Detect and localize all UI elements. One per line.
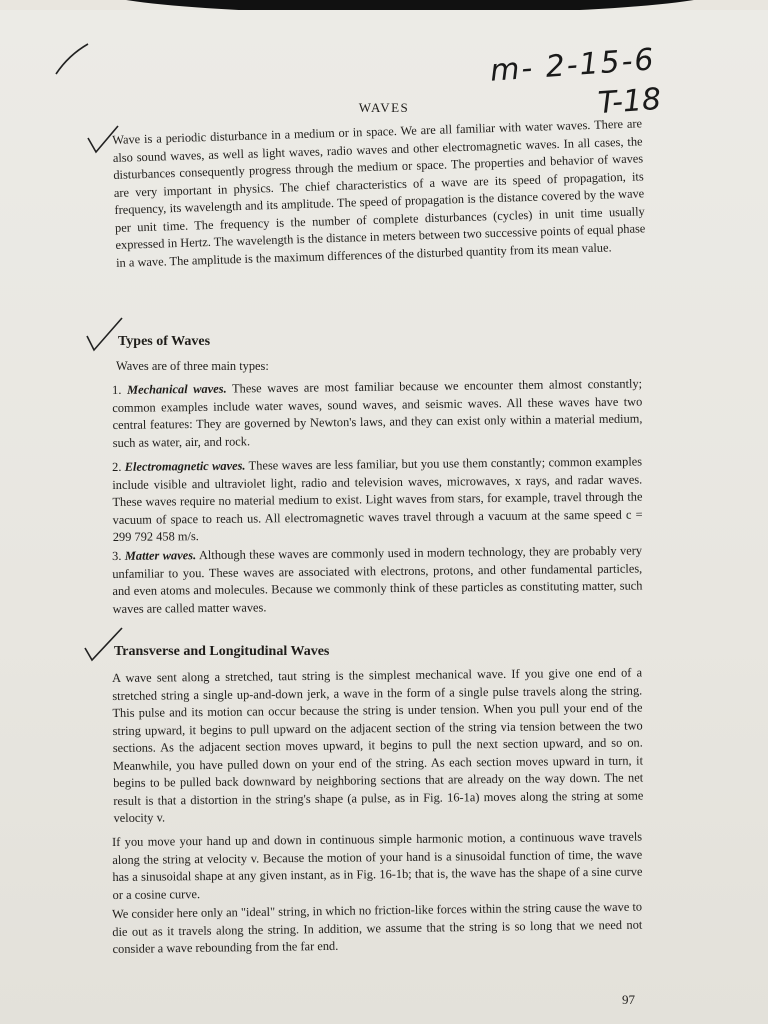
item-term: Mechanical waves.: [126, 381, 227, 397]
page-title: WAVES: [358, 100, 410, 115]
transverse-paragraph-2: If you move your hand up and down in continuous simple harmonic motion, a continuous wave travels along the string at velocity v. Because the motion of your hand is a sinusoidal function of time, the wave has a sinusoidal shape at any given instant, as in Fig. 16-1b; that is, the wave has the shape of a sine curve or a cosine curve.: [112, 829, 643, 902]
item-text: These waves are less familiar, but you use them constantly; common examples include visible and ultraviolet light, radio and television waves, microwaves, x rays, and radar waves. These waves require no material medium to exist. Light waves from stars, for example, travel through the vacuum of space to reach us. All electromagnetic waves travel through a vacuum at the same speed c = 299 792 458 m/s.: [112, 454, 643, 544]
item-term: Electromagnetic waves.: [124, 458, 246, 474]
pen-stroke-icon: [52, 40, 92, 80]
page-number: 97: [622, 992, 635, 1007]
document-page: [0, 10, 768, 1024]
types-subtitle: Waves are of three main types:: [116, 359, 269, 373]
list-item-matter: [112, 542, 643, 618]
transverse-paragraph-1: A wave sent along a stretched, taut string is the simplest mechanical wave. If you give one end of a stretched string a single up-and-down jerk, a wave in the form of a single pulse travels along the string. This pulse and its motion can occur because the string is under tension. When you pull your end of the string upward, it begins to pull upward on the adjacent section of the string via tension between the two sections. As the adjacent section moves upward, it begins to pull the next section upward, and so on. Meanwhile, you have pulled down on your end of the string. As each section moves upward in turn, it begins to be pulled back downward by neighboring sections that are already on the way down. The net result is that a distortion in the string's shape (a pulse, as in Fig. 16-1a) moves along the string at some velocity v.: [112, 665, 644, 825]
handwritten-note-1: m- 2-15-6: [488, 42, 657, 89]
item-number: 3.: [112, 548, 122, 563]
section-heading-transverse: Transverse and Longitudinal Waves: [114, 644, 330, 659]
item-text: These waves are most familiar because we encounter them almost constantly; common examples include water waves, sound waves, and seismic waves. All these waves have two central features: They are governed by Newton's laws, and they can exist only within a material medium, such as water, air, and rock.: [112, 376, 643, 450]
handwritten-note-2: T-18: [596, 81, 663, 122]
item-text: Although these waves are commonly used in modern technology, they are probably very unfamiliar to you. These waves are associated with electrons, protons, and other fundamental particles, and even atoms and molecules. Because we commonly think of these particles as constituting matter, such waves are called matter waves.: [112, 543, 643, 616]
intro-paragraph: Wave is a periodic disturbance in a medium or in space. We are all familiar with water waves. There are also sound waves, as well as light waves, radio waves and other electromagnetic waves. In all cases, the disturbances consequently progress through the medium or space. The properties and behavior of waves are very important in physics. The chief characteristics of a wave are its speed of propagation, its frequency, its wavelength and its amplitude. The speed of propagation is the distance covered by the wave per unit time. The frequency is the number of complete disturbances (cycles) in unit time usually expressed in Hertz. The wavelength is the distance in meters between two successive points of equal phase in a wave. The amplitude is the maximum differences of the disturbed quantity from its mean value.: [112, 116, 646, 270]
item-term: Matter waves.: [124, 548, 197, 563]
section-heading-types: Types of Waves: [118, 334, 211, 349]
transverse-paragraph-3: We consider here only an "ideal" string, in which no friction-like forces within the string cause the wave to die out as it travels along the string. In addition, we assume that the string is so long that we need not consider a wave rebounding from the far end.: [112, 899, 643, 956]
item-number: 1.: [112, 382, 122, 397]
item-number: 2.: [112, 459, 122, 474]
list-item-mechanical: [112, 376, 643, 452]
list-item-electromagnetic: [112, 453, 643, 546]
